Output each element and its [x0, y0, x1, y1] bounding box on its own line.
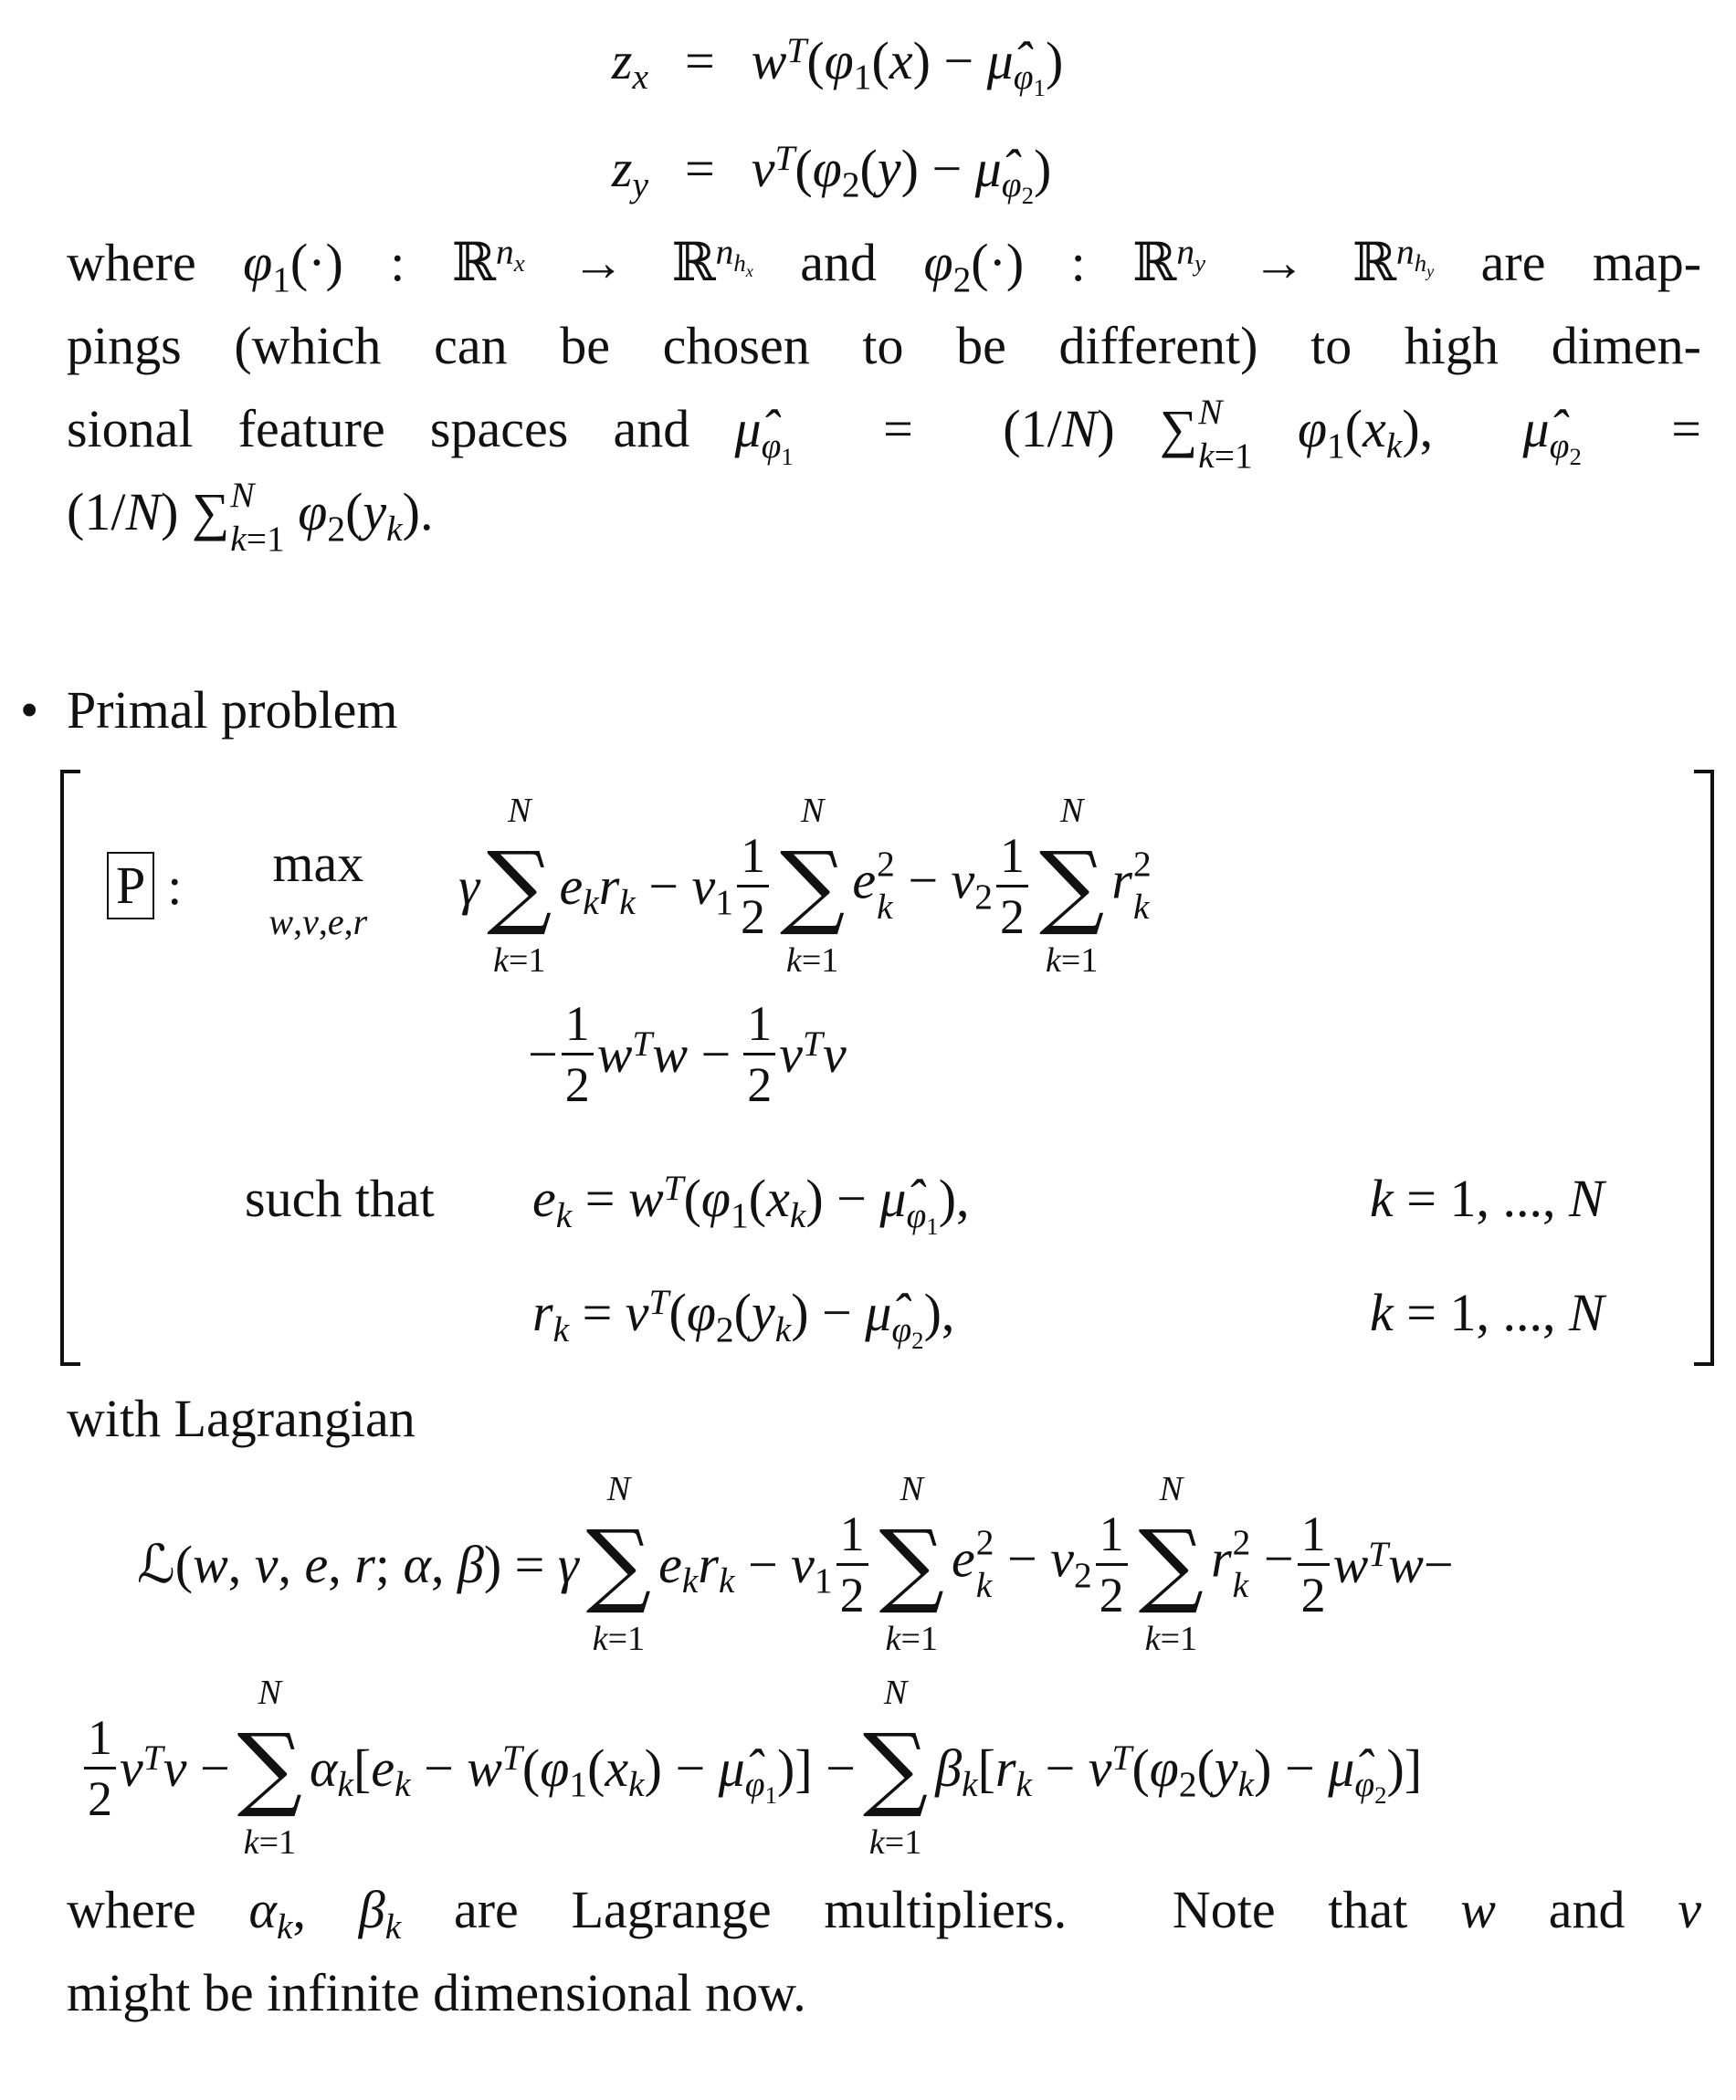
- sum-lower: k=1: [868, 1823, 922, 1862]
- sum-upper: N: [508, 792, 531, 830]
- bullet-icon: •: [20, 680, 39, 740]
- sum-lower: k=1: [885, 1620, 938, 1658]
- text: are map-: [1434, 233, 1702, 292]
- numerator: 1: [1099, 1506, 1124, 1561]
- denominator: 2: [743, 1053, 775, 1114]
- sum-upper: N: [1060, 792, 1084, 830]
- text: where: [67, 1880, 249, 1939]
- fraction-half: [1096, 1505, 1128, 1624]
- text: and: [1495, 1880, 1678, 1939]
- constraint-range: k = 1, ..., N: [1370, 1283, 1604, 1342]
- primal-regularizer: [528, 944, 847, 1163]
- bullet-primal-problem: [20, 674, 398, 747]
- text: sional feature spaces and: [67, 399, 735, 458]
- sigma-icon: ∑: [862, 1714, 929, 1821]
- text: ,: [292, 1880, 359, 1939]
- term: r 2 k −: [1211, 1521, 1294, 1605]
- numerator: 1: [740, 827, 765, 883]
- fraction-half: [996, 826, 1028, 946]
- term: e 2 k − $\nu_2$: [952, 1521, 1092, 1605]
- term: $w^Tw-$: [1332, 1533, 1454, 1594]
- numerator: 1: [88, 1709, 112, 1765]
- math-inline: $\varphi_1(\cdot)$ : ℝ$^{n_x}$ → ℝ$^{n_{h_x}}$: [243, 232, 753, 299]
- sum-upper: N: [606, 1470, 631, 1508]
- fraction-half: [743, 994, 775, 1114]
- term: $e_kr_k - \nu_1$: [559, 856, 733, 923]
- sum-lower: k=1: [1144, 1620, 1198, 1658]
- section-heading: Primal problem: [67, 680, 398, 740]
- math-inline: $\beta_k$: [358, 1880, 402, 1947]
- sum: [237, 1672, 302, 1864]
- left-bracket: [60, 770, 80, 1366]
- numerator: 1: [564, 995, 590, 1051]
- zx-rel: =: [685, 30, 715, 90]
- term: r 2 k: [1111, 843, 1152, 927]
- fraction-half: [1298, 1505, 1330, 1624]
- term: e 2 k − $\nu_2$: [852, 843, 993, 927]
- term: $e_kr_k - \nu_1$: [658, 1534, 833, 1601]
- numerator: 1: [747, 995, 773, 1051]
- fraction-half: [836, 1505, 868, 1624]
- sum: [863, 1672, 928, 1864]
- math-inline: $\alpha_k$: [248, 1880, 293, 1947]
- lagrangian-line-2: [84, 1658, 1422, 1877]
- text: are Lagrange multipliers. Note that: [401, 1880, 1461, 1939]
- sum-lower: k=1: [243, 1823, 296, 1862]
- sum-upper: N: [258, 1674, 282, 1712]
- denominator: 2: [996, 885, 1028, 946]
- sigma-icon: ∑: [1039, 832, 1105, 939]
- math-inline: $\varphi_2(\cdot)$ : ℝ$^{n_y}$ → ℝ$^{n_{h_y}}$: [923, 232, 1435, 299]
- such-that-label: such that: [245, 1169, 435, 1228]
- lagrangian-line-1: [137, 1454, 1454, 1674]
- text: and: [752, 233, 924, 292]
- minus: −: [528, 1024, 558, 1084]
- zy-rhs: $v^T(\varphi_2(y)$ − $\mû_{\varphi_2}$): [751, 137, 1052, 210]
- max-operator: [268, 827, 367, 944]
- zy-rel: =: [685, 138, 715, 198]
- sum-lower: k=1: [592, 1620, 646, 1658]
- constraint-range: k = 1, ..., N: [1370, 1169, 1604, 1228]
- sum-lower: k=1: [785, 941, 839, 980]
- paragraph-line: might be infinite dimensional now.: [67, 1963, 806, 2022]
- term: $w^Tw$ −: [596, 1023, 731, 1084]
- term: $v^Tv$ −: [120, 1737, 230, 1798]
- max-variables: w,v,e,r: [268, 901, 368, 942]
- numerator: 1: [1300, 1506, 1326, 1561]
- numerator: 1: [839, 1506, 865, 1561]
- sigma-icon: ∑: [487, 832, 552, 939]
- sum: [1039, 790, 1104, 982]
- fraction-half: [84, 1708, 116, 1828]
- zy-lhs: $z_y$: [611, 138, 648, 205]
- term: $\beta_k[r_k - v^T(\varphi_2(y_k)$ − $\mû_{\varphi_2}$)]: [935, 1737, 1423, 1810]
- fraction-half: [737, 826, 769, 946]
- paragraph-feature-maps: [67, 221, 1702, 559]
- sum-upper: N: [1159, 1470, 1184, 1508]
- math-inline: w: [1460, 1880, 1496, 1939]
- denominator: 2: [737, 885, 769, 946]
- term: $\alpha_k[e_k - w^T(\varphi_1(x_k)$ − $\mû_{\varphi_1}$)] −: [310, 1737, 856, 1810]
- lagrangian-intro: with Lagrangian: [67, 1389, 416, 1448]
- denominator: 2: [836, 1563, 868, 1624]
- lagrangian-lhs: ℒ(w, v, e, r; α, β) = γ: [137, 1535, 579, 1594]
- sum: [586, 1468, 651, 1660]
- sum-lower: k=1: [1046, 941, 1099, 980]
- denominator: 2: [562, 1053, 594, 1114]
- denominator: 2: [1298, 1563, 1330, 1624]
- paragraph-line: pings (which can be chosen to be different) to high dimen-: [67, 316, 1701, 375]
- constraint-expression: $e_k = w^T(\varphi_1(x_k)$ − $\mû_{\varphi_1}$),: [532, 1168, 970, 1240]
- sum: [879, 1468, 944, 1660]
- paragraph-line: [67, 470, 1701, 559]
- sigma-icon: ∑: [779, 832, 846, 939]
- constraint-1: [245, 1162, 1604, 1240]
- sigma-icon: ∑: [1138, 1510, 1205, 1617]
- fraction-half: [562, 994, 594, 1114]
- term: $v^Tv$: [779, 1023, 847, 1084]
- math-inline: $\mû_{\varphi_1} = (1/N)$ ∑ N k=1 $\varphi_1(x_k)$, $\mû_{\varphi_2}$ =: [734, 392, 1701, 476]
- text: where: [67, 233, 244, 292]
- sum-upper: N: [900, 1470, 923, 1508]
- sum-lower: k=1: [493, 941, 546, 980]
- paragraph-lagrange-multipliers: [67, 1868, 1701, 2034]
- denominator: 2: [1096, 1563, 1128, 1624]
- sigma-icon: ∑: [879, 1510, 945, 1617]
- denominator: 2: [84, 1767, 116, 1828]
- zx-lhs: $z_x$: [611, 30, 648, 98]
- max-label: max: [272, 834, 364, 893]
- sigma-icon: ∑: [585, 1510, 652, 1617]
- colon: :: [167, 856, 183, 916]
- paragraph-line: [67, 1868, 1701, 1951]
- sigma-icon: ∑: [237, 1714, 303, 1821]
- sum-upper: N: [800, 792, 825, 830]
- sum: [1139, 1468, 1204, 1660]
- numerator: 1: [1000, 827, 1025, 883]
- right-bracket: [1694, 770, 1714, 1366]
- zx-rhs: $w^T(\varphi_1(x)$ − $\mû_{\varphi_1}$): [751, 29, 1064, 102]
- gamma: γ: [458, 856, 480, 916]
- math-inline: v: [1678, 1880, 1702, 1939]
- math-inline: (1/N) ∑ N k=1 $\varphi_2(y_k)$.: [67, 475, 434, 559]
- constraint-expression: $r_k = v^T(\varphi_2(y_k)$ − $\mû_{\varphi_2}$),: [532, 1282, 955, 1354]
- paragraph-line: [67, 221, 1701, 304]
- paragraph-line: [67, 387, 1701, 476]
- problem-tag: P: [107, 852, 154, 919]
- sum-upper: N: [883, 1674, 908, 1712]
